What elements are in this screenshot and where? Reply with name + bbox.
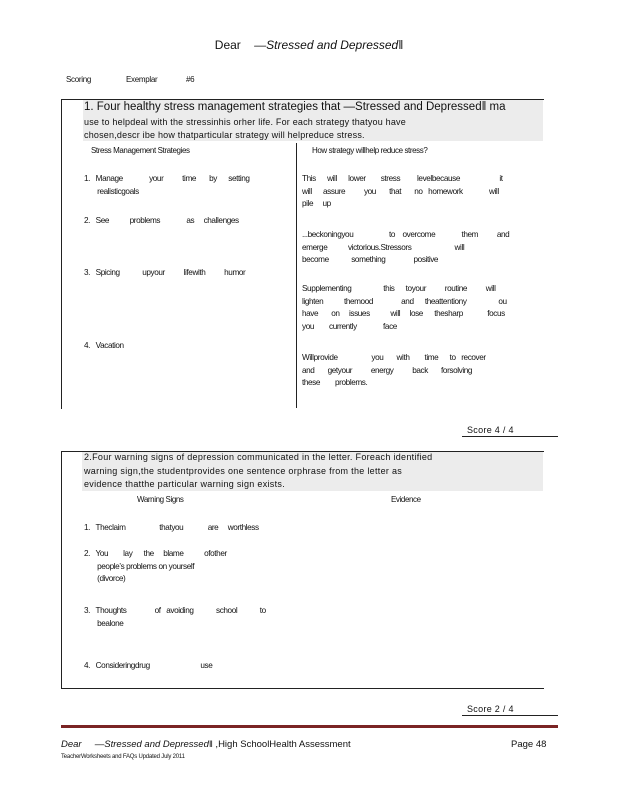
footer-italic-title: —Stressed and Depressed‖ bbox=[94, 739, 213, 750]
question-1-instructions-line3: chosen,descr ibe how thatparticular strategy will helpreduce stress. bbox=[84, 130, 365, 140]
explanation-2: ...beckoningyou to overcome them and emerge victorious.Stressors will become something positive bbox=[302, 230, 510, 264]
score-2-rule bbox=[462, 715, 558, 716]
warning-signs-header: Warning Signs bbox=[137, 495, 184, 504]
reduction-column-header: How strategy willhelp reduce stress? bbox=[312, 146, 428, 155]
exemplar-number: #6 bbox=[186, 75, 195, 84]
footer-rule bbox=[61, 725, 558, 728]
question-1-instructions-line2: use to helpdeal with the stressinhis orher life. For each strategy thatyou have bbox=[84, 117, 406, 127]
title-prefix: Dear bbox=[214, 38, 241, 52]
question-2-line3: evidence thatthe particular warning sign exists. bbox=[84, 479, 285, 489]
score-1-rule bbox=[462, 436, 558, 437]
question-2-score: Score 2 / 4 bbox=[467, 704, 514, 714]
scoring-line bbox=[66, 75, 194, 84]
strategy-3: 3. Spicing upyour lifewith humor bbox=[84, 268, 246, 277]
explanation-4: Willprovide you with time to recover and getyour energy back forsolving these problems. bbox=[302, 353, 486, 387]
warning-sign-3: 3. Thoughts of avoiding school to bealone bbox=[84, 606, 266, 628]
question-2-line2: warning sign,the studentprovides one sentence orphrase from the letter as bbox=[84, 466, 403, 476]
explanation-1: This will lower stress levelbecause it will assure you that no homework will pile up bbox=[302, 174, 503, 208]
column-divider bbox=[296, 143, 297, 408]
strategy-1: 1. Manage your time by setting realisticgoals bbox=[84, 174, 250, 196]
explanation-3: Supplementing this toyour routine will lighten themood and theattentiony ou have on issues will lose thesharp focus you currently face bbox=[302, 284, 507, 331]
evidence-header: Evidence bbox=[391, 495, 421, 504]
title-italic: —Stressed and Depressed‖ bbox=[254, 38, 404, 52]
footer-subline: TeacherWorksheets and FAQs Updated July 2011 bbox=[61, 754, 185, 760]
page-title bbox=[0, 38, 618, 52]
warning-sign-1: 1. Theclaim thatyou are worthless bbox=[84, 523, 259, 532]
exemplar-label: Exemplar bbox=[126, 75, 158, 84]
footer-course: ,High SchoolHealth Assessment bbox=[212, 739, 351, 750]
question-1-title: 1. Four healthy stress management strategies that —Stressed and Depressed‖ ma bbox=[84, 101, 506, 113]
warning-sign-2: 2. You lay the blame ofother people’s problems on yourself (divorce) bbox=[84, 549, 227, 583]
strategy-2: 2. See problems as challenges bbox=[84, 216, 239, 225]
footer-title bbox=[61, 739, 351, 750]
strategy-4: 4. Vacation bbox=[84, 341, 124, 350]
question-1-score: Score 4 / 4 bbox=[467, 425, 514, 435]
strategies-column-header: Stress Management Strategies bbox=[91, 146, 190, 155]
question-2-line1: 2.Four warning signs of depression communicated in the letter. Foreach identified bbox=[84, 452, 433, 462]
warning-sign-4: 4. Consideringdrug use bbox=[84, 661, 213, 670]
footer-dear: Dear bbox=[61, 739, 82, 750]
page-number: Page 48 bbox=[511, 739, 547, 750]
scoring-label: Scoring bbox=[66, 75, 92, 84]
